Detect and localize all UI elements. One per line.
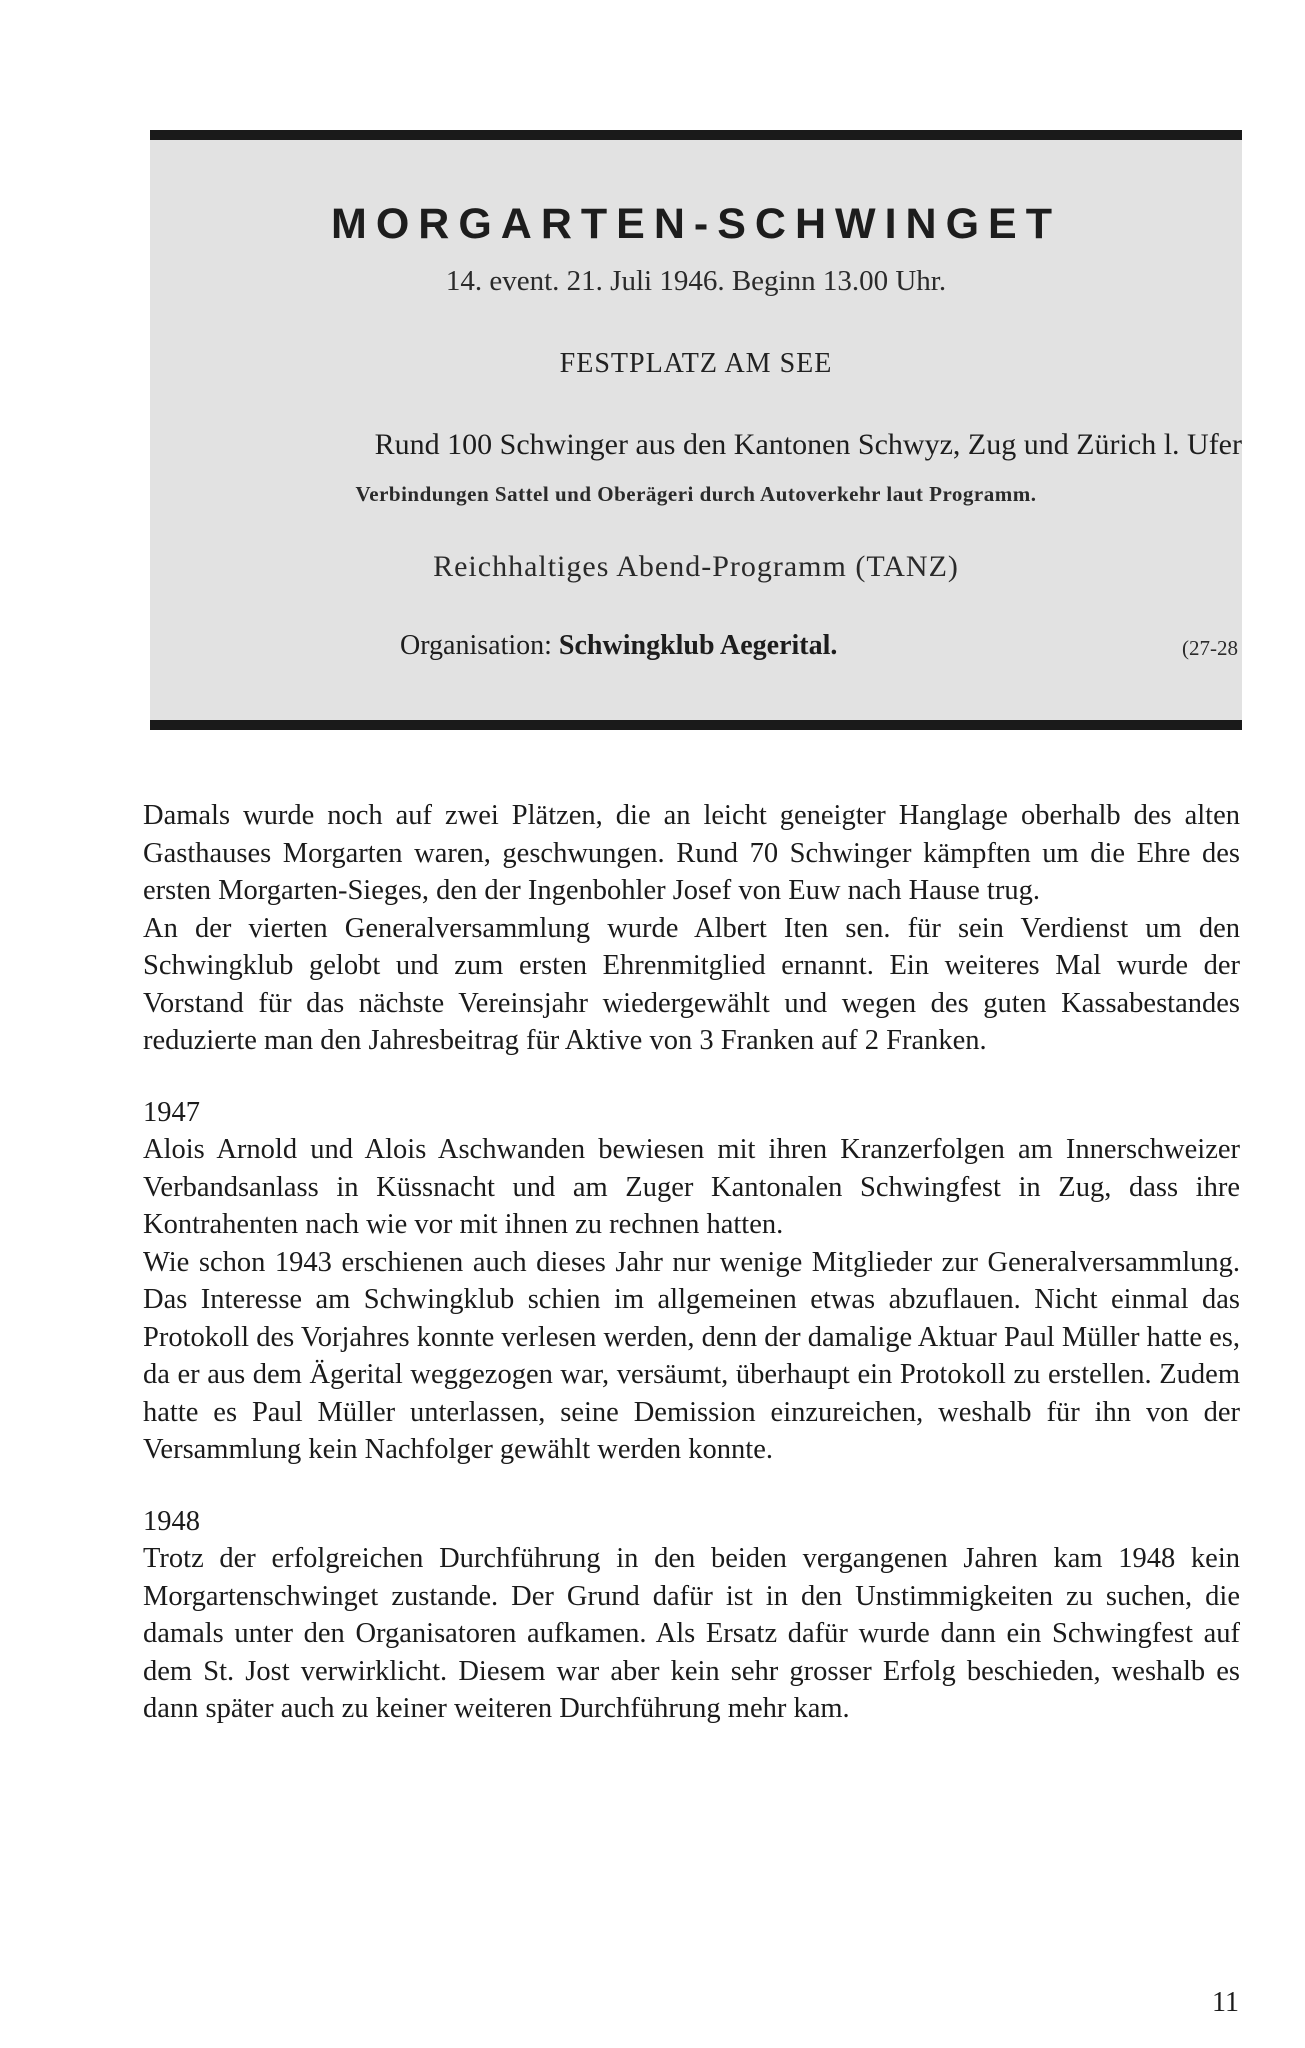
ad-date-line: 14. event. 21. Juli 1946. Beginn 13.00 Uhr.: [445, 265, 947, 297]
section-gap: [143, 1469, 1240, 1503]
paragraph-5: Trotz der erfolgreichen Durchführung in den beiden vergangenen Jahren kam 1948 kein Morgartenschwinget zustande. Der Grund dafür ist in den Unstimmigkeiten zu suchen, die damals unter den Organisatoren aufkamen. Als Ersatz dafür wurde dann ein Schwingfest auf dem St. Jost verwirklicht. Diesem war aber kein sehr grosser Erfolg beschieden, weshalb es dann später auch zu keiner weiteren Durchführung mehr kam.: [143, 1543, 1240, 1724]
paragraph-3: Alois Arnold und Alois Aschwanden bewiesen mit ihren Kranzerfolgen am Innerschweizer Verbandsanlass in Küssnacht und am Zuger Kantonalen Schwingfest in Zug, dass ihre Kontrahenten nach wie vor mit ihnen zu rechnen hatten.: [143, 1134, 1240, 1240]
year-heading-1948: 1948: [143, 1505, 200, 1537]
ad-transport: Verbindungen Sattel und Oberägeri durch Autoverkehr laut Programm.: [355, 482, 1037, 506]
paragraph-2: An der vierten Generalversammlung wurde Albert Iten sen. für sein Verdienst um den Schwingklub gelobt und zum ersten Ehrenmitglied ernannt. Ein weiteres Mal wurde der Vorstand für das nächste Vereinsjahr wiedergewählt und wegen des guten Kassabestandes reduzierte man den Jahresbeitrag für Aktive von 3 Franken auf 2 Franken.: [143, 912, 1240, 1056]
ad-organisation: [400, 630, 837, 662]
ad-venue: FESTPLATZ AM SEE: [559, 348, 833, 379]
page-number: 11: [1212, 1987, 1239, 2018]
paragraph-4: Wie schon 1943 erschienen auch dieses Jahr nur wenige Mitglieder zur Generalversammlung. Das Interesse am Schwingklub schien im allgemeinen etwas abzuflauen. Nicht einmal das Protokoll des Vorjahres konnte verlesen werden, denn der damalige Aktuar Paul Müller hatte es, da er aus dem Ägerital weggezogen war, versäumt, überhaupt ein Protokoll zu erstellen. Zudem hatte es Paul Müller unterlassen, seine Demission einzureichen, weshalb für ihn von der Versammlung kein Nachfolger gewählt werden konnte.: [143, 1246, 1240, 1465]
body-text: [143, 797, 1240, 1728]
advertisement-box: [150, 130, 1242, 730]
ad-code: (27-28: [1182, 636, 1238, 660]
paragraph-1: Damals wurde noch auf zwei Plätzen, die an leicht geneigter Hanglage oberhalb des alten Gasthauses Morgarten waren, geschwungen. Rund 70 Schwinger kämpften um die Ehre des ersten Morgarten-Sieges, den der Ingenbohler Josef von Euw nach Hause trug.: [143, 800, 1240, 906]
ad-participants: Rund 100 Schwinger aus den Kantonen Schwyz, Zug und Zürich l. Ufer: [374, 428, 1242, 461]
ad-evening-program: Reichhaltiges Abend-Programm (TANZ): [433, 550, 959, 583]
ad-organisation-label: Organisation:: [400, 630, 552, 661]
ad-organisation-name: Schwingklub Aegerital.: [558, 630, 838, 661]
ad-top-rule: [150, 130, 1242, 140]
year-heading-1947: 1947: [143, 1096, 200, 1128]
section-gap: [143, 1060, 1240, 1094]
ad-bottom-rule: [150, 720, 1242, 730]
ad-title: MORGARTEN-SCHWINGET: [331, 200, 1061, 248]
